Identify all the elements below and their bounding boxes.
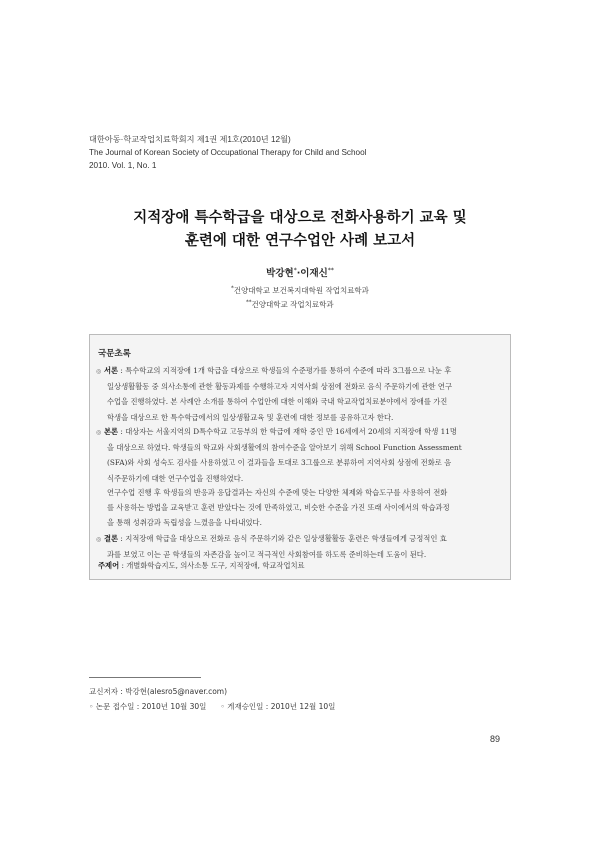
keywords-label: 주제어 <box>98 561 120 570</box>
conclusion-line-2: 과를 보였고 이는 곧 학생들의 자존감을 높이고 적극적인 사회참여를 하도록 준비하는데 도움이 된다. <box>107 550 427 560</box>
intro-label: 서론 <box>104 366 119 375</box>
affiliation-1 <box>231 285 369 296</box>
intro-line-1 <box>96 363 500 379</box>
body-paragraph-2 <box>107 485 503 531</box>
keywords-text: : 개별화학습지도, 의사소통 도구, 지적장애, 학교작업치료 <box>119 561 305 570</box>
author-separator: · <box>296 268 301 279</box>
author-1-mark: * <box>293 266 297 274</box>
abstract-body <box>96 424 500 486</box>
bullet-icon: ◎ <box>96 429 102 436</box>
paper-title <box>0 207 600 253</box>
abstract-box <box>89 334 511 580</box>
intro-line-2: 일상생활활동 중 의사소통에 관한 활동과제를 수행하고자 지역사회 상점에 전화로 음식 주문하기에 관한 연구 <box>107 382 453 392</box>
author-2-mark: ** <box>327 266 334 274</box>
journal-volume: 2010. Vol. 1, No. 1 <box>89 161 157 170</box>
author-2: 이재신 <box>300 268 328 279</box>
journal-korean-title: 대한아동·학교작업치료학회지 제1권 제1호(2010년 12월) <box>89 135 291 144</box>
affiliation-2-mark: ** <box>246 299 252 306</box>
body-para2-line-1: 연구수업 진행 후 학생들의 반응과 응답결과는 자신의 수준에 맞는 다양한 체제와 학습도구를 사용하여 전화 <box>107 488 448 497</box>
accepted-date: ◦ 게재승인일 : 2010년 12월 10일 <box>220 702 336 711</box>
intro-line-3: 수업을 진행하였다. 본 사례안 소개를 통하여 수업안에 대한 이해와 국내 학교작업치료분야에서 장애를 가진 <box>107 397 448 407</box>
author-list <box>0 265 600 279</box>
bullet-icon: ◎ <box>96 536 102 543</box>
author-1: 박강현 <box>266 268 294 279</box>
body-label: 본론 <box>104 427 119 436</box>
abstract-introduction <box>96 363 500 425</box>
received-date: ◦ 논문 접수일 : 2010년 10월 30일 <box>89 702 207 711</box>
journal-english-title: The Journal of Korean Society of Occupational Therapy for Child and School <box>89 148 367 157</box>
body-line-3: (SFA)와 사회 성숙도 검사를 사용하였고 이 결과들을 토대로 3그룹으로 분류하여 지역사회 상점에 전화로 음 <box>107 458 452 468</box>
abstract-heading: 국문초록 <box>98 349 131 359</box>
conclusion-label: 결론 <box>104 534 119 543</box>
abstract-conclusion <box>96 531 500 562</box>
bullet-icon: ◎ <box>96 368 102 375</box>
conclusion-line-1 <box>96 531 500 547</box>
body-line-1 <box>96 424 500 440</box>
footnote-divider <box>89 677 201 678</box>
submission-dates <box>89 699 335 714</box>
affiliation-2-text: 건양대학교 작업치료학과 <box>251 300 334 309</box>
keywords <box>98 561 305 571</box>
body-para2-line-3: 을 통해 성취감과 독립성을 느꼈음을 나타내었다. <box>107 518 262 528</box>
body-line-4: 식주문하기에 대한 연구수업을 진행하였다. <box>107 473 244 483</box>
footnote <box>89 684 335 714</box>
paper-title-line-2: 훈련에 대한 연구수업안 사례 보고서 <box>184 233 416 249</box>
body-text-1: : 대상자는 서울지역의 D특수학교 고등부의 한 학급에 재학 중인 만 16세에서 20세의 지적장애 학생 11명 <box>118 427 457 436</box>
affiliation-1-mark: * <box>231 285 234 292</box>
intro-text-1: : 특수학교의 지적장애 1개 학급을 대상으로 학생들의 수준평가를 통하여 수준에 따라 3그룹으로 나눈 후 <box>118 366 452 375</box>
paper-title-line-1: 지적장애 특수학급을 대상으로 전화사용하기 교육 및 <box>133 210 467 226</box>
page-number: 89 <box>490 734 501 744</box>
affiliation-2 <box>246 299 334 310</box>
affiliation-1-text: 건양대학교 보건복지대학원 작업치료학과 <box>233 286 369 295</box>
corresponding-author: 교신저자 : 박강현(alesro5@naver.com) <box>89 687 228 696</box>
body-para2-line-2: 를 사용하는 방법을 교육받고 훈련 받았다는 것에 만족하였고, 비슷한 수준을 가진 또래 사이에서의 학습과정 <box>107 503 450 513</box>
journal-header <box>89 133 366 172</box>
conclusion-text-1: : 지적장애 학급을 대상으로 전화로 음식 주문하기와 같은 일상생활활동 훈련은 학생들에게 긍정적인 효 <box>118 534 447 543</box>
intro-line-4: 학생을 대상으로 한 특수학급에서의 일상생활교육 및 훈련에 대한 정보를 공유하고자 한다. <box>107 412 394 422</box>
body-line-2: 을 대상으로 하였다. 학생들의 학교와 사회생활에의 참여수준을 알아보기 위해 School Function Assessment <box>107 443 462 453</box>
